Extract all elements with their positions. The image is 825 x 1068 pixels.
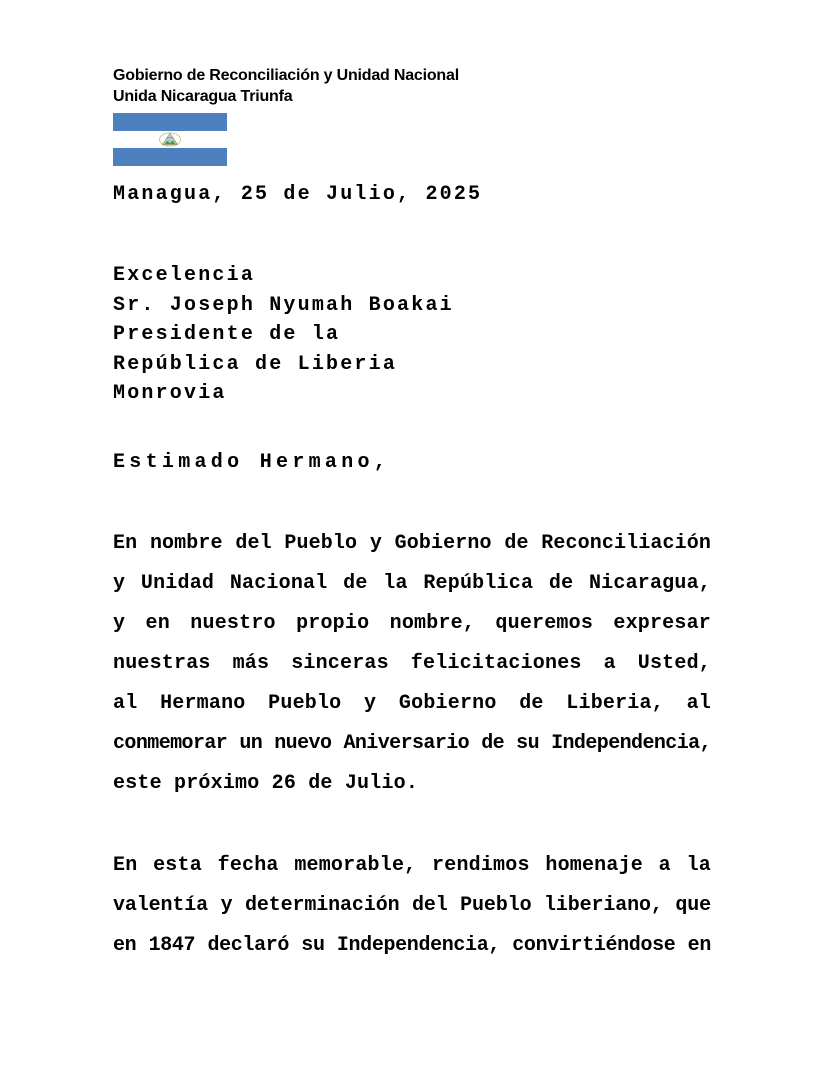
body-line: nuestras más sinceras felicitaciones a Usted, bbox=[113, 652, 711, 675]
letterhead-line1: Gobierno de Reconciliación y Unidad Nacional bbox=[113, 67, 459, 84]
nicaragua-flag bbox=[113, 113, 227, 166]
flag-stripe-top bbox=[113, 113, 227, 131]
recipient-block bbox=[113, 261, 454, 409]
flag-stripe-middle bbox=[113, 131, 227, 148]
body-line: En esta fecha memorable, rendimos homenaje a la bbox=[113, 854, 711, 877]
dateline: Managua, 25 de Julio, 2025 bbox=[113, 183, 483, 206]
body-line: en 1847 declaró su Independencia, convirtiéndose en bbox=[113, 934, 711, 957]
recipient-line: Presidente de la bbox=[113, 323, 341, 347]
flag-stripe-bottom bbox=[113, 148, 227, 166]
recipient-line: Sr. Joseph Nyumah Boakai bbox=[113, 293, 454, 317]
paragraph bbox=[113, 846, 711, 966]
body-line: En nombre del Pueblo y Gobierno de Reconciliación bbox=[113, 532, 711, 555]
paragraph bbox=[113, 524, 711, 804]
nicaragua-emblem-icon bbox=[157, 132, 183, 147]
salutation: Estimado Hermano, bbox=[113, 451, 391, 474]
body-line: conmemorar un nuevo Aniversario de su Independencia, bbox=[113, 732, 711, 755]
body-line: este próximo 26 de Julio. bbox=[113, 772, 419, 795]
letterhead-line2: Unida Nicaragua Triunfa bbox=[113, 87, 293, 105]
letter-body bbox=[113, 524, 711, 1008]
recipient-line: Monrovia bbox=[113, 382, 227, 406]
body-line: y en nuestro propio nombre, queremos expresar bbox=[113, 612, 711, 635]
letterhead bbox=[113, 66, 459, 107]
body-line: valentía y determinación del Pueblo liberiano, que bbox=[113, 894, 711, 917]
body-line: y Unidad Nacional de la República de Nicaragua, bbox=[113, 572, 711, 595]
recipient-line: Excelencia bbox=[113, 264, 256, 287]
body-line: al Hermano Pueblo y Gobierno de Liberia, al bbox=[113, 692, 711, 715]
recipient-line: República de Liberia bbox=[113, 352, 398, 376]
